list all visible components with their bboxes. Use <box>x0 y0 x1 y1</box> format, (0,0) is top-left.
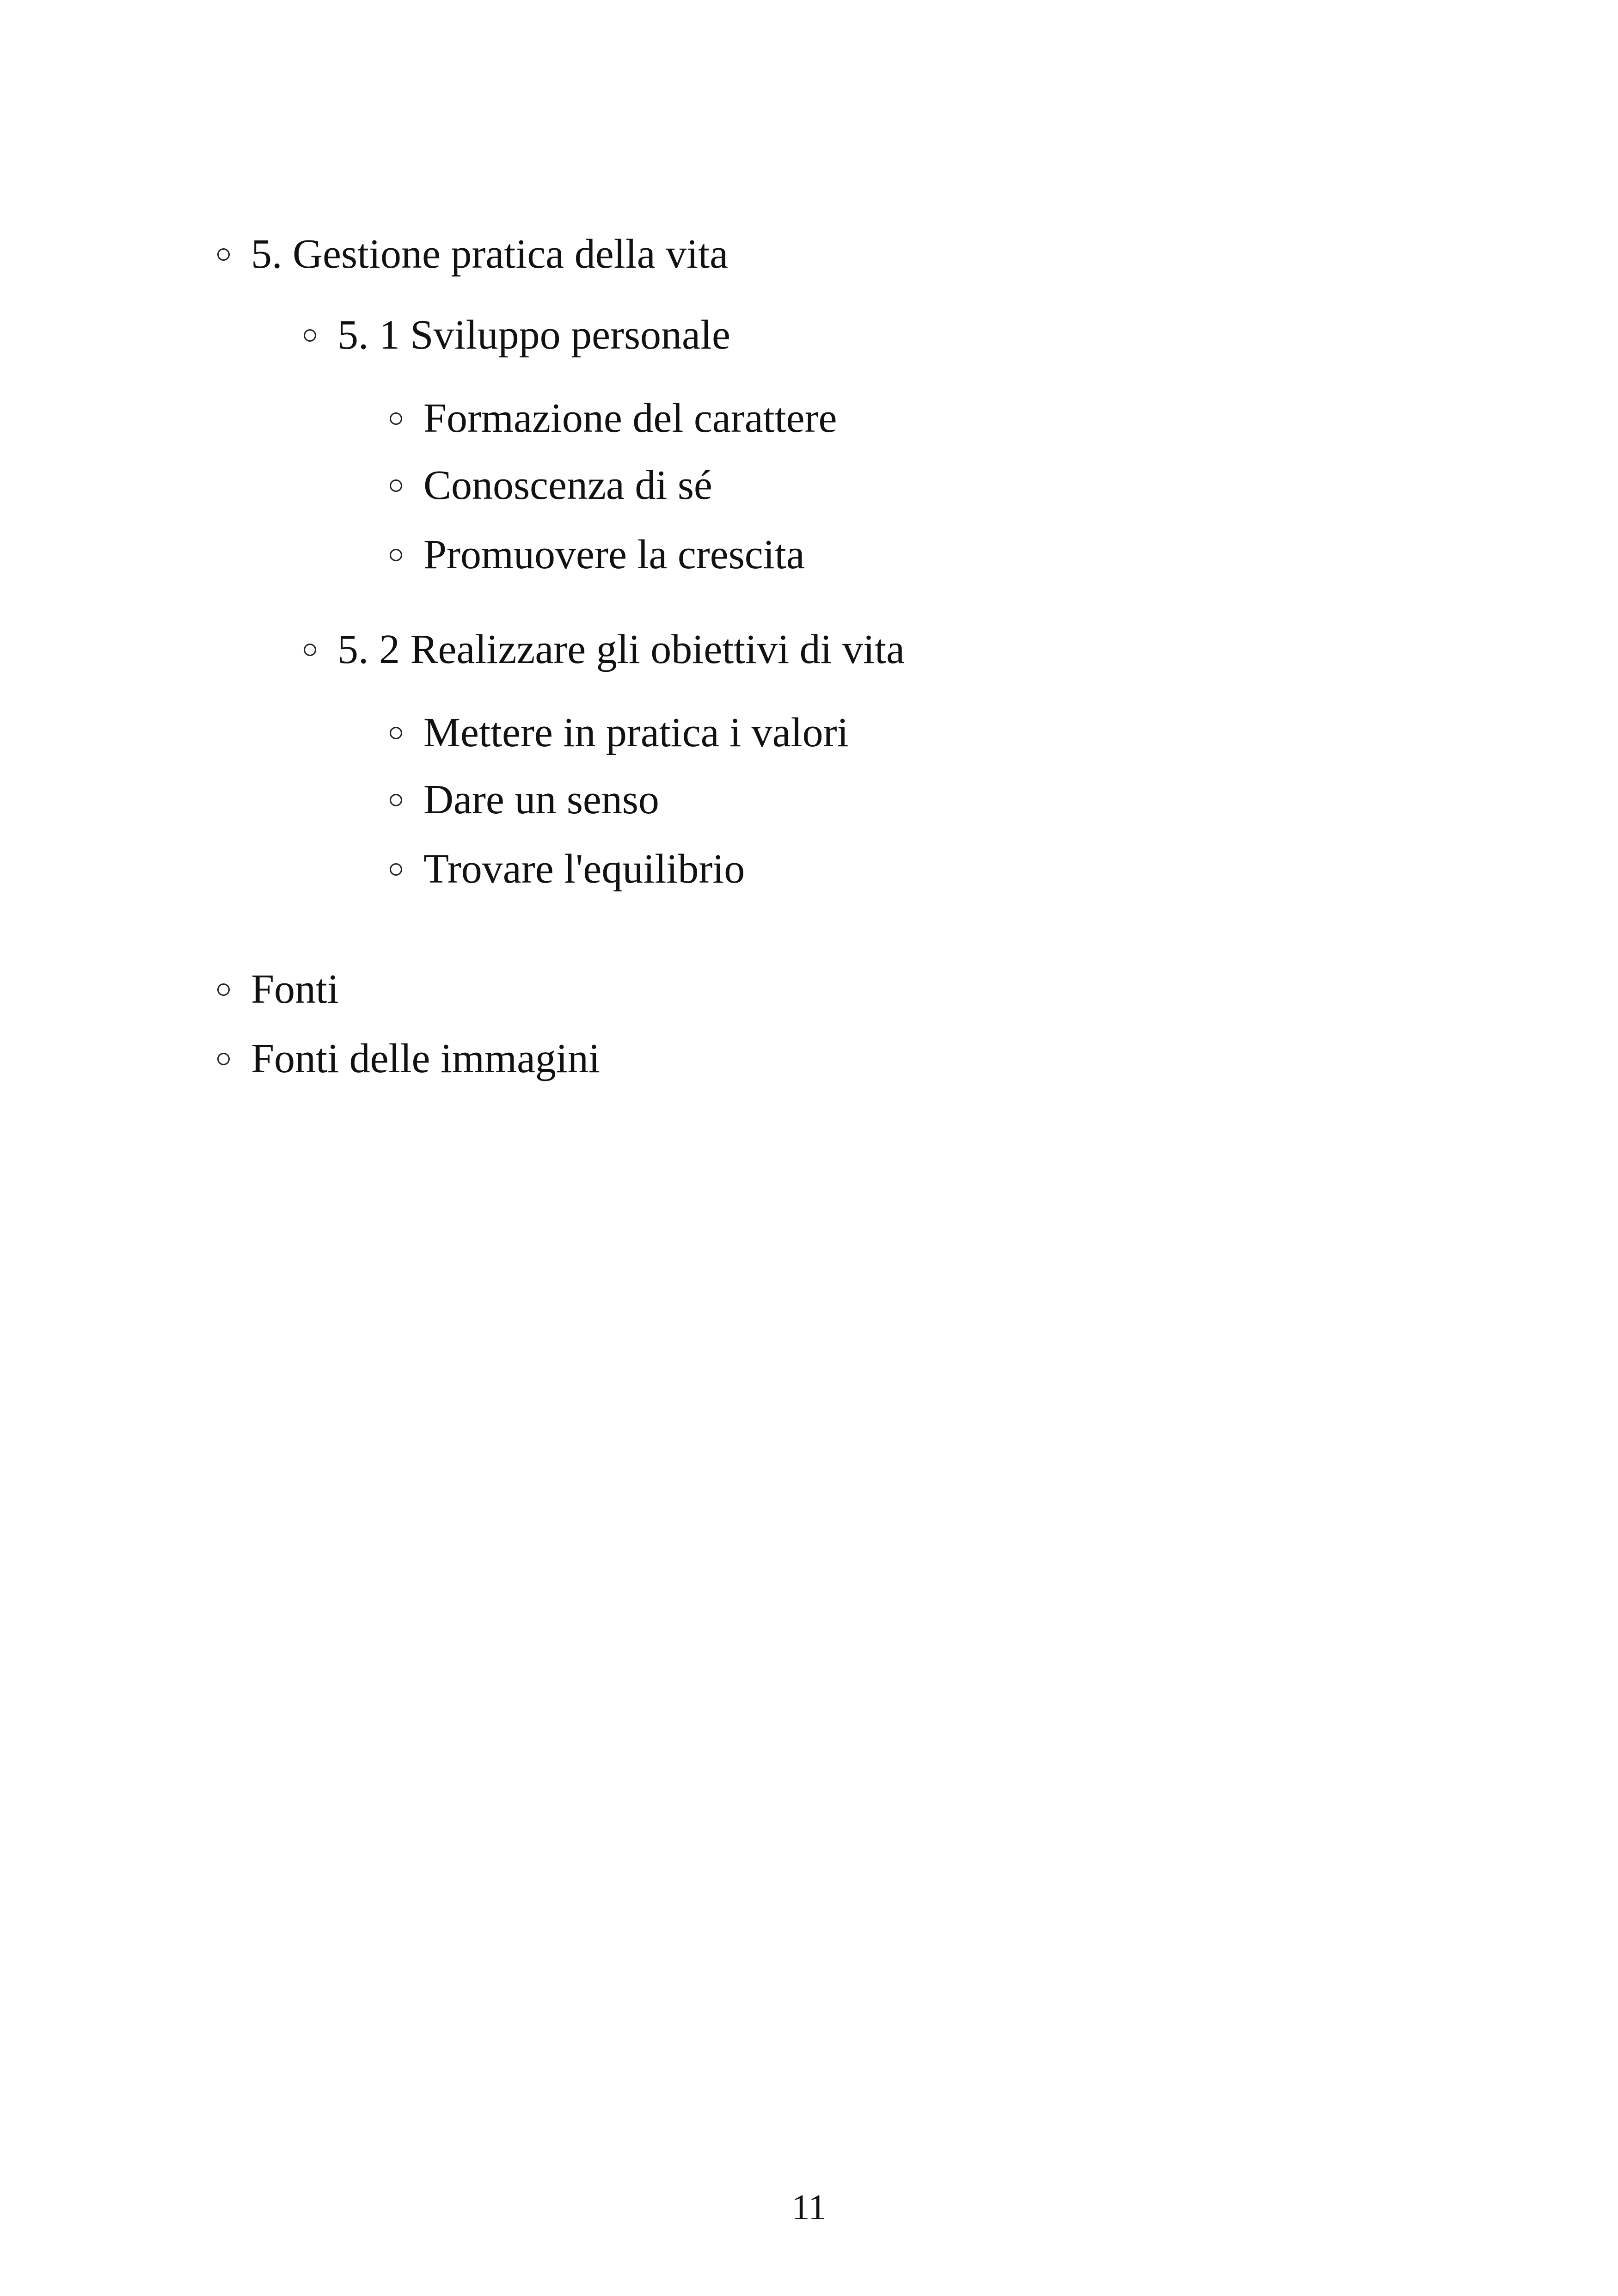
toc-item-label: Formazione del carattere <box>423 395 837 441</box>
toc-item-label: 5. 2 Realizzare gli obiettivi di vita <box>337 626 905 672</box>
circle-bullet-icon <box>390 412 402 425</box>
circle-bullet-icon <box>217 248 230 261</box>
toc-item-trovare <box>390 848 745 890</box>
circle-bullet-icon <box>217 1053 230 1065</box>
toc-item-label: Promuovere la crescita <box>423 532 805 577</box>
circle-bullet-icon <box>217 983 230 996</box>
circle-bullet-icon <box>304 329 316 342</box>
circle-bullet-icon <box>390 863 402 876</box>
toc-item-label: Fonti delle immagini <box>251 1036 600 1081</box>
toc-item-label: Trovare l'equilibrio <box>423 846 745 892</box>
circle-bullet-icon <box>304 644 316 656</box>
toc-item-section-5 <box>217 233 728 275</box>
toc-item-fonti <box>217 966 339 1012</box>
toc-item-label: 5. 1 Sviluppo personale <box>337 312 730 358</box>
toc-item-label: 5. Gestione pratica della vita <box>251 231 729 277</box>
toc-item-label: Fonti <box>251 966 339 1012</box>
circle-bullet-icon <box>390 549 402 561</box>
toc-item-fonti-immagini <box>217 1038 600 1080</box>
toc-item-mettere <box>390 712 849 754</box>
toc-item-dare <box>390 779 659 821</box>
toc-item-section-5-1 <box>304 314 730 356</box>
toc-item-conoscenza <box>390 462 712 508</box>
toc-item-promuovere <box>390 534 805 576</box>
circle-bullet-icon <box>390 479 402 492</box>
toc-item-label: Conoscenza di sé <box>423 462 712 508</box>
toc-item-label: Mettere in pratica i valori <box>423 710 849 755</box>
circle-bullet-icon <box>390 794 402 806</box>
toc-item-formazione <box>390 395 837 441</box>
circle-bullet-icon <box>390 727 402 739</box>
toc-item-label: Dare un senso <box>423 777 659 823</box>
page-number: 11 <box>791 2187 827 2227</box>
toc-item-section-5-2 <box>304 626 905 672</box>
